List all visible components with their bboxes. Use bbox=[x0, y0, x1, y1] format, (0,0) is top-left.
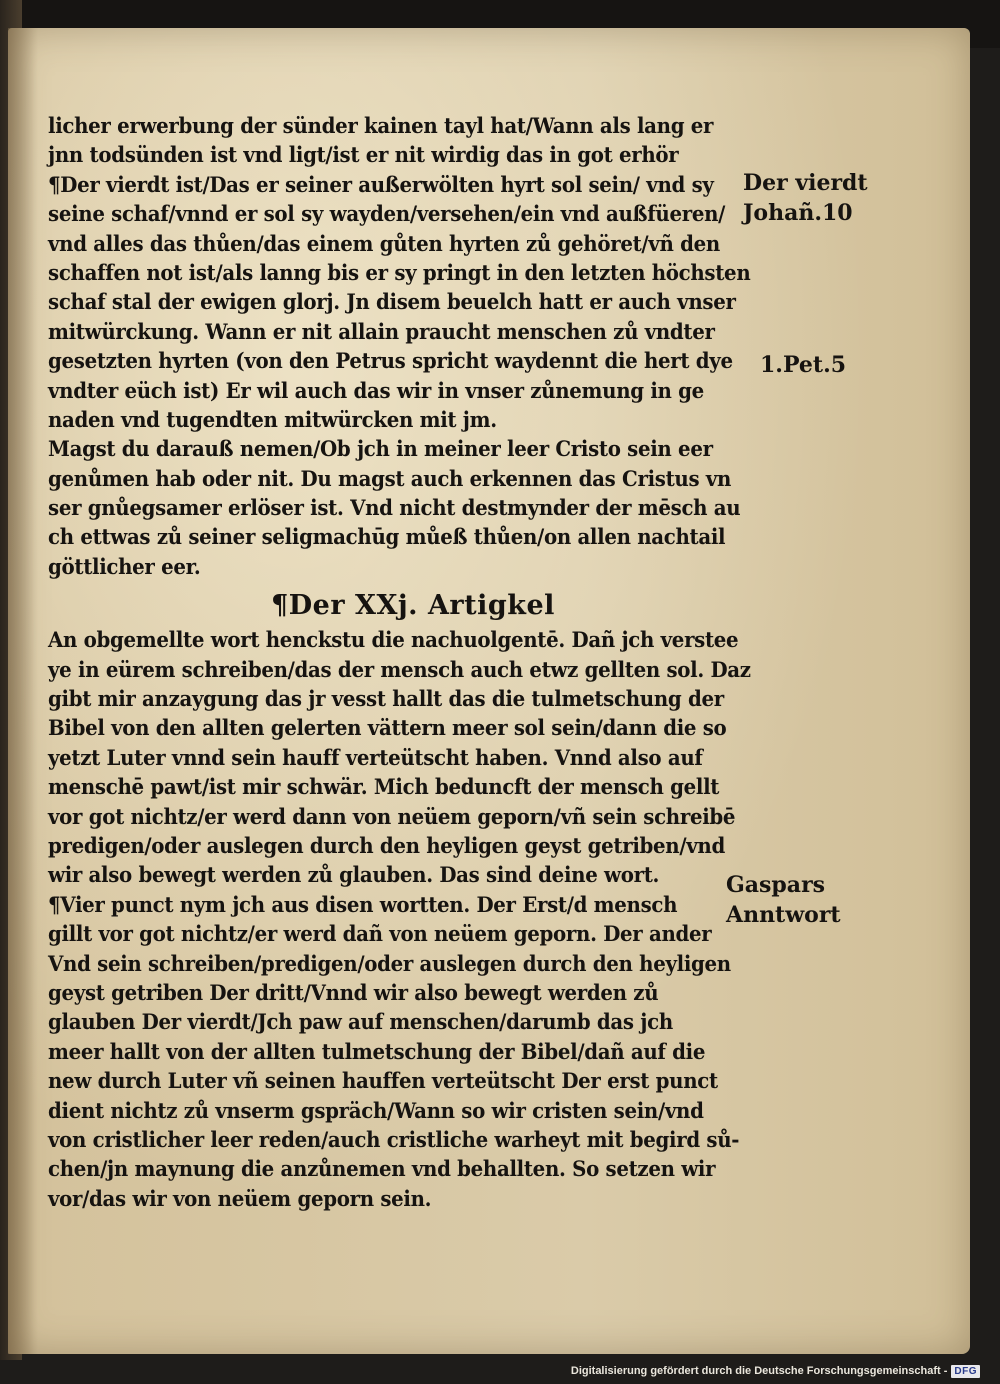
margin-note-line: 1.Pet.5 bbox=[760, 352, 847, 378]
text-line: Bibel von den allten gelerten vättern meer sol sein/dann die so bbox=[48, 716, 727, 742]
margin-note-line: Johañ.10 bbox=[743, 200, 853, 226]
text-line: geyst getriben Der dritt/Vnnd wir also bewegt werden zů bbox=[48, 980, 659, 1006]
text-line: glauben Der vierdt/Jch paw auf menschen/darumb das jch bbox=[48, 1010, 673, 1036]
text-line: ¶Der vierdt ist/Das er seiner außerwölten hyrt sol sein/ vnd sy bbox=[48, 172, 714, 198]
margin-note-pet bbox=[760, 350, 846, 380]
text-line: ser gnůegsamer erlöser ist. Vnd nicht destmynder der mēsch au bbox=[48, 496, 741, 522]
margin-note-gaspars bbox=[726, 870, 841, 930]
footer-credit: Digitalisierung gefördert durch die Deutsche Forschungsgemeinschaft - bbox=[570, 1365, 948, 1377]
text-line: menschē pawt/ist mir schwär. Mich beduncft der mensch gellt bbox=[48, 775, 720, 801]
text-line: An obgemellte wort henckstu die nachuolgentē. Dañ jch verstee bbox=[48, 628, 739, 654]
text-line: jnn todsünden ist vnd ligt/ist er nit wirdig das in got erhör bbox=[48, 143, 679, 169]
text-line: schaffen not ist/als lanng bis er sy pringt in den letzten höchsten bbox=[48, 260, 751, 286]
text-line: chen/jn maynung die anzůnemen vnd behallten. So setzen wir bbox=[48, 1157, 716, 1183]
text-line: naden vnd tugendten mitwürcken mit jm. bbox=[48, 407, 497, 433]
text-line: von cristlicher leer reden/auch cristliche warheyt mit begird sů- bbox=[48, 1127, 740, 1153]
text-line: gibt mir anzaygung das jr vesst hallt das die tulmetschung der bbox=[48, 687, 724, 713]
text-line: ¶Vier punct nym jch aus disen wortten. Der Erst/d mensch bbox=[48, 892, 678, 918]
text-line: vndter eüch ist) Er wil auch das wir in vnser zůnemung in ge bbox=[48, 378, 704, 404]
text-line: gillt vor got nichtz/er werd dañ von neüem geporn. Der ander bbox=[48, 922, 712, 948]
main-text-column bbox=[48, 112, 751, 1214]
text-line: seine schaf/vnnd er sol sy wayden/versehen/ein vnd außfüeren/ bbox=[48, 202, 726, 228]
margin-note-line: Der vierdt bbox=[743, 170, 868, 196]
text-line: genůmen hab oder nit. Du magst auch erkennen das Cristus vn bbox=[48, 466, 732, 492]
text-line: new durch Luter vñ seinen hauffen verteütscht Der erst punct bbox=[48, 1069, 718, 1095]
dfg-logo: DFG bbox=[951, 1365, 980, 1378]
text-line: dient nichtz zů vnserm gspräch/Wann so wir cristen sein/vnd bbox=[48, 1098, 704, 1124]
text-line: vor got nichtz/er werd dann von neüem geporn/vñ sein schreibē bbox=[48, 804, 736, 830]
margin-note-line: Gaspars bbox=[726, 872, 826, 898]
text-line: predigen/oder auslegen durch den heyligen geyst getriben/vnd bbox=[48, 833, 725, 859]
margin-note-der-vierdt bbox=[743, 168, 868, 228]
digitization-footer bbox=[571, 1362, 980, 1380]
book-page bbox=[8, 28, 970, 1354]
text-line: licher erwerbung der sünder kainen tayl hat/Wann als lang er bbox=[48, 114, 714, 139]
text-line: Magst du darauß nemen/Ob jch in meiner leer Cristo sein eer bbox=[48, 437, 713, 463]
text-line: schaf stal der ewigen glorj. Jn disem beuelch hatt er auch vnser bbox=[48, 290, 736, 316]
margin-note-line: Anntwort bbox=[726, 902, 841, 928]
text-line: vnd alles das thůen/das einem gůten hyrten zů gehöret/vñ den bbox=[48, 231, 720, 257]
text-line: gesetzten hyrten (von den Petrus spricht waydennt die hert dye bbox=[48, 349, 733, 375]
text-line: vor/das wir von neüem geporn sein. bbox=[48, 1186, 432, 1212]
text-line: göttlicher eer. bbox=[48, 554, 201, 580]
text-line: mitwürckung. Wann er nit allain praucht menschen zů vndter bbox=[48, 319, 715, 345]
article-heading: ¶Der XXj. Artigkel bbox=[271, 590, 555, 622]
text-line: ye in eürem schreiben/das der mensch auch etwz gellten sol. Daz bbox=[48, 657, 751, 683]
text-line: Vnd sein schreiben/predigen/oder auslegen durch den heyligen bbox=[48, 951, 731, 977]
text-line: yetzt Luter vnnd sein hauff verteütscht haben. Vnnd also auf bbox=[48, 745, 703, 771]
text-line: ch ettwas zů seiner seligmachūg můeß thůen/on allen nachtail bbox=[48, 525, 726, 551]
text-line: wir also bewegt werden zů glauben. Das sind deine wort. bbox=[48, 863, 660, 889]
text-line: meer hallt von der allten tulmetschung der Bibel/dañ auf die bbox=[48, 1039, 706, 1065]
